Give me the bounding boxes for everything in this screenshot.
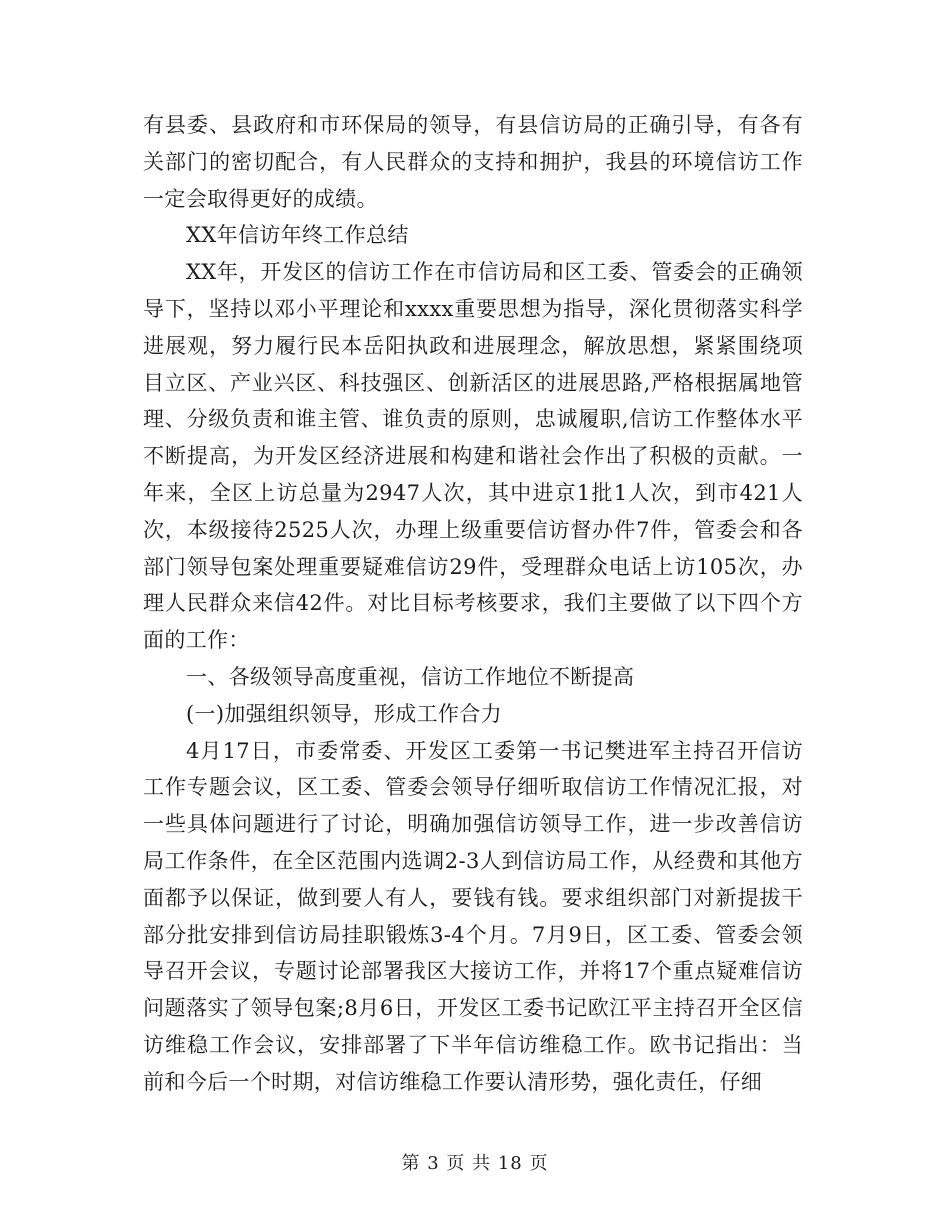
page-number: 第 3 页 共 18 页 [401,1153,549,1174]
paragraph-1: 有县委、县政府和市环保局的领导，有县信访局的正确引导，有各有关部门的密切配合，有人民群众的支持和拥护，我县的环境信访工作一定会取得更好的成绩。 [143,113,803,211]
page-footer [0,1152,950,1176]
heading-level-1: 一、各级领导高度重视，信访工作地位不断提高 [186,664,635,689]
heading-level-2: (一)加强组织领导，形成工作合力 [186,701,502,726]
section-title: XX年信访年终工作总结 [186,223,409,248]
paragraph-summary: XX年，开发区的信访工作在市信访局和区工委、管委会的正确领导下，坚持以邓小平理论和xxxx重要思想为指导，深化贯彻落实科学进展观，努力履行民本岳阳执政和进展理念，解放思想，紧紧围绕项目立区、产业兴区、科技强区、创新活区的进展思路,严格根据属地管理、分级负责和谁主管、谁负责的原则，忠诚履职,信访工作整体水平不断提高，为开发区经济进展和构建和谐社会作出了积极的贡献。一年来，全区上访总量为2947人次，其中进京1批1人次，到市421人次，本级接待2525人次，办理上级重要信访督办件7件，管委会和各部门领导包案处理重要疑难信访29件，受理群众电话上访105次，办理人民群众来信42件。对比目标考核要求，我们主要做了以下四个方面的工作： [143,260,803,653]
paragraph-detail: 4月17日，市委常委、开发区工委第一书记樊进军主持召开信访工作专题会议，区工委、管委会领导仔细听取信访工作情况汇报，对一些具体问题进行了讨论，明确加强信访领导工作，进一步改善信访局工作条件，在全区范围内选调2-3人到信访局工作，从经费和其他方面都予以保证，做到要人有人，要钱有钱。要求组织部门对新提拔干部分批安排到信访局挂职锻炼3-4个月。7月9日，区工委、管委会领导召开会议，专题讨论部署我区大接访工作，并将17个重点疑难信访问题落实了领导包案;8月6日，开发区工委书记欧江平主持召开全区信访维稳工作会议，安排部署了下半年信访维稳工作。欧书记指出：当前和今后一个时期，对信访维稳工作要认清形势，强化责任，仔细 [143,738,803,1094]
document-body [143,107,803,1101]
